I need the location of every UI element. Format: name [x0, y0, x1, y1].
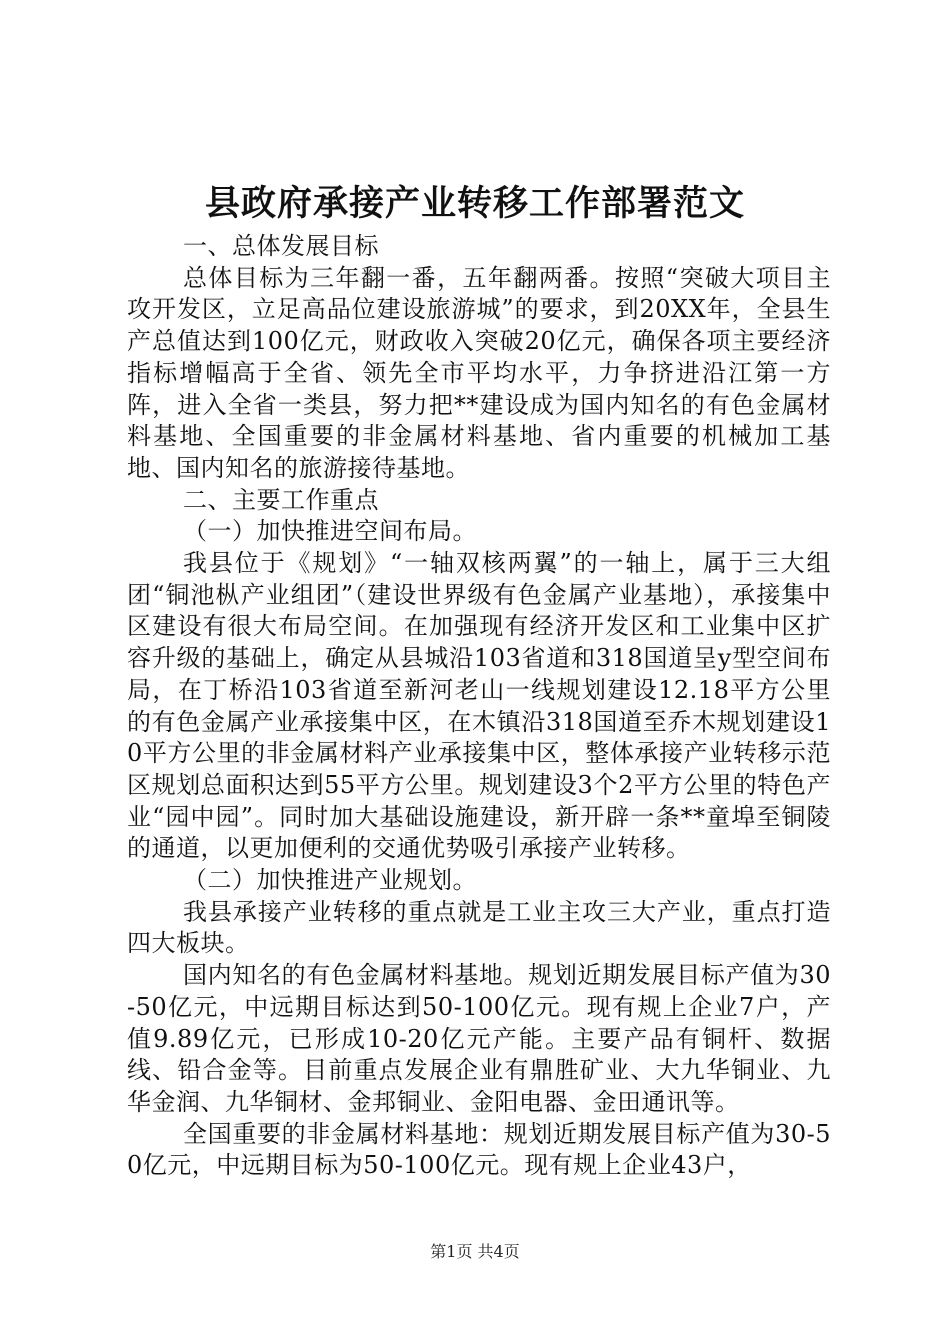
- body-paragraph: 全国重要的非金属材料基地：规划近期发展目标产值为30-50亿元，中远期目标为50-100亿元。现有规上企业43户，: [127, 1119, 831, 1180]
- body-paragraph: 我县位于《规划》“一轴双核两翼”的一轴上，属于三大组团“铜池枞产业组团”（建设世界级有色金属产业基地），承接集中区建设有很大布局空间。在加强现有经济开发区和工业集中区扩容升级的基础上，确定从县城沿103省道和318国道呈y型空间布局，在丁桥沿103省道至新河老山一线规划建设12.18平方公里的有色金属产业承接集中区，在木镇沿318国道至乔木规划建设10平方公里的非金属材料产业承接集中区，整体承接产业转移示范区规划总面积达到55平方公里。规划建设3个2平方公里的特色产业“园中园”。同时加大基础设施建设，新开辟一条**童埠至铜陵的通道，以更加便利的交通优势吸引承接产业转移。: [127, 549, 831, 863]
- body-paragraph: 国内知名的有色金属材料基地。规划近期发展目标产值为30-50亿元，中远期目标达到50-100亿元。现有规上企业7户，产值9.89亿元，已形成10-20亿元产能。主要产品有铜杆、数据线、铅合金等。目前重点发展企业有鼎胜矿业、大九华铜业、九华金润、九华铜材、金邦铜业、金阳电器、金田通讯等。: [127, 961, 831, 1116]
- page-number-footer: 第1页 共4页: [430, 1242, 520, 1261]
- subsection-heading: （二）加快推进产业规划。: [183, 866, 477, 895]
- section-heading: 一、总体发展目标: [183, 232, 379, 260]
- body-paragraph: 我县承接产业转移的重点就是工业主攻三大产业，重点打造四大板块。: [127, 897, 831, 958]
- body-paragraph: 总体目标为三年翻一番，五年翻两番。按照“突破大项目主攻开发区，立足高品位建设旅游城”的要求，到20XX年，全县生产总值达到100亿元，财政收入突破20亿元，确保各项主要经济指标增幅高于全省、领先全市平均水平，力争挤进沿江第一方阵，进入全省一类县，努力把**建设成为国内知名的有色金属材料基地、全国重要的非金属材料基地、省内重要的机械加工基地、国内知名的旅游接待基地。: [127, 263, 831, 482]
- document-title: 县政府承接产业转移工作部署范文: [204, 183, 745, 224]
- subsection-heading: （一）加快推进空间布局。: [183, 517, 477, 546]
- document-body: [127, 231, 831, 1182]
- section-heading: 二、主要工作重点: [183, 485, 379, 514]
